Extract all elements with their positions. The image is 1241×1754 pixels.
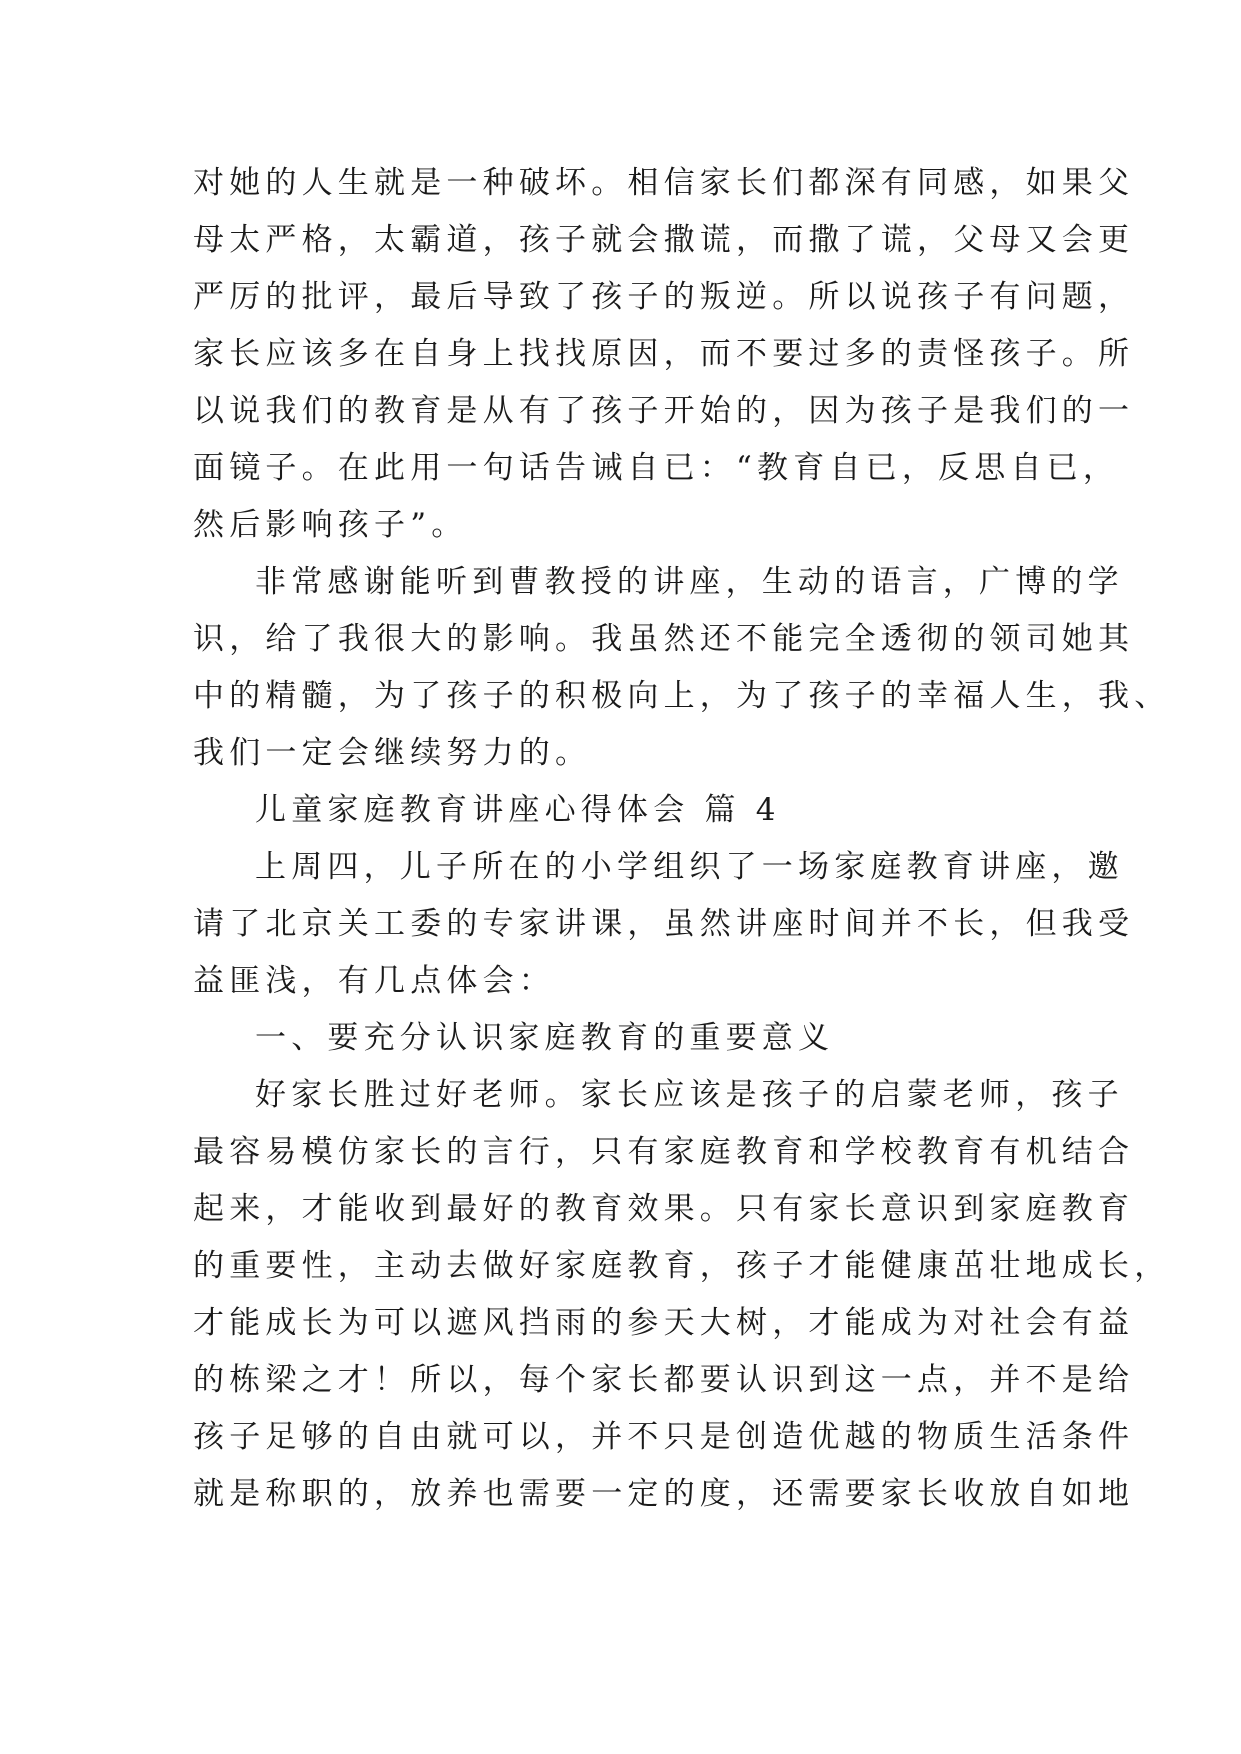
text-line-11: 我们一定会继续努力的。 (193, 735, 592, 771)
text-line-19: 起来，才能收到最好的教育效果。只有家长意识到家庭教育 (193, 1191, 1135, 1227)
text-line-24: 就是称职的，放养也需要一定的度，还需要家长收放自如地 (193, 1476, 1135, 1512)
subheading-line: 一、要充分认识家庭教育的重要意义 (255, 1020, 835, 1056)
section-heading: 儿童家庭教育讲座心得体会 篇 4 (255, 792, 781, 828)
text-line-20: 的重要性，主动去做好家庭教育，孩子才能健康茁壮地成长， (193, 1248, 1171, 1284)
text-line-17: 好家长胜过好老师。家长应该是孩子的启蒙老师，孩子 (255, 1077, 1124, 1113)
text-line-3: 严厉的批评，最后导致了孩子的叛逆。所以说孩子有问题， (193, 279, 1135, 315)
text-line-5: 以说我们的教育是从有了孩子开始的，因为孩子是我们的一 (193, 393, 1135, 429)
text-line-14: 请了北京关工委的专家讲课，虽然讲座时间并不长，但我受 (193, 906, 1135, 942)
text-line-22: 的栋梁之才！所以，每个家长都要认识到这一点，并不是给 (193, 1362, 1135, 1398)
text-line-21: 才能成长为可以遮风挡雨的参天大树，才能成为对社会有益 (193, 1305, 1135, 1341)
text-line-10: 中的精髓，为了孩子的积极向上，为了孩子的幸福人生，我、 (193, 678, 1171, 714)
text-line-1: 对她的人生就是一种破坏。相信家长们都深有同感，如果父 (193, 165, 1135, 201)
text-line-18: 最容易模仿家长的言行，只有家庭教育和学校教育有机结合 (193, 1134, 1135, 1170)
text-line-15: 益匪浅，有几点体会： (193, 963, 555, 999)
text-line-8: 非常感谢能听到曹教授的讲座，生动的语言，广博的学 (255, 564, 1124, 600)
text-line-13: 上周四，儿子所在的小学组织了一场家庭教育讲座，邀 (255, 849, 1124, 885)
text-line-9: 识，给了我很大的影响。我虽然还不能完全透彻的领司她其 (193, 621, 1135, 657)
text-line-23: 孩子足够的自由就可以，并不只是创造优越的物质生活条件 (193, 1419, 1135, 1455)
text-line-2: 母太严格，太霸道，孩子就会撒谎，而撒了谎，父母又会更 (193, 222, 1135, 258)
text-line-4: 家长应该多在自身上找找原因，而不要过多的责怪孩子。所 (193, 336, 1135, 372)
text-line-6: 面镜子。在此用一句话告诫自已：“教育自已，反思自已， (193, 450, 1120, 486)
text-line-7: 然后影响孩子”。 (193, 507, 468, 543)
